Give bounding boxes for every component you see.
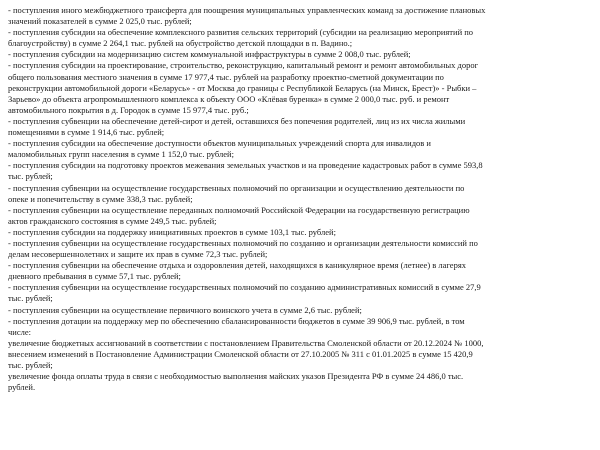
- document-line: тыс. рублей;: [8, 360, 53, 370]
- document-line: - поступления субвенции на осуществление переданных полномочий Российской Федерации на государственную регистрацию: [8, 204, 470, 215]
- document-line: рублей.: [8, 382, 36, 393]
- document-line: - поступления субсидии на проектирование, строительство, реконструкцию, капитальный ремонт и ремонт автомобильных дорог: [8, 60, 479, 71]
- document-line: - поступления дотации на поддержку мер по обеспечению сбалансированности бюджетов в сумме 39 906,9 тыс. рублей, в том: [8, 315, 465, 326]
- document-line: тыс. рублей;: [8, 171, 53, 182]
- document-line: - поступления субсидии на поддержку инициативных проектов в сумме 103,1 тыс. рублей;: [8, 226, 336, 237]
- document-body: [8, 5, 594, 393]
- document-line: - поступления субвенции на осуществление первичного воинского учета в сумме 2,6 тыс. рублей;: [8, 304, 362, 315]
- document-line: - поступления субвенции на обеспечение детей-сирот и детей, оставшихся без попечения родителей, лиц из их числа жилыми: [8, 115, 466, 126]
- document-line: - поступления субсидии на подготовку проектов межевания земельных участков и на проведение кадастровых работ в сумме 593,8: [8, 160, 483, 171]
- document-line: - поступления субсидии на модернизацию систем коммунальной инфраструктуры в сумме 2 008,0 тыс. рублей;: [8, 49, 411, 60]
- document-line: помещениями в сумме 1 914,6 тыс. рублей;: [8, 127, 165, 138]
- document-line: автомобильного покрытия в д. Городок в сумме 15 977,4 тыс. руб.;: [8, 104, 249, 115]
- document-line: увеличение бюджетных ассигнований в соответствии с постановлением Правительства Смоленской области от 20.12.2024 № 1000,: [8, 337, 484, 348]
- document-line: внесением изменений в Постановление Администрации Смоленской области от 27.10.2005 № 311 с 01.01.2025 в сумме 15 420,9: [8, 348, 473, 359]
- document-line: - поступления субвенции на осуществление государственных полномочий по созданию административных комиссий в сумме 27,9: [8, 282, 481, 293]
- document-line: - поступления иного межбюджетного трансферта для поощрения муниципальных управленческих команд за достижение плановых: [8, 5, 486, 15]
- document-line: - поступления субвенции на осуществление государственных полномочий по организации и осуществлению деятельности по: [8, 182, 465, 193]
- document-line: общего пользования местного значения в сумме 17 977,4 тыс. рублей на разработку проектно-сметной документации по: [8, 71, 444, 82]
- document-line: - поступления субсидии на обеспечение доступности объектов муниципальных учреждений спорта для инвалидов и: [8, 138, 431, 149]
- document-line: тыс. рублей;: [8, 293, 53, 304]
- document-line: - поступления субвенции на обеспечение отдыха и оздоровления детей, находящихся в каникулярное время (летнее) в лагерях: [8, 260, 466, 271]
- document-line: Зарьево» до объекта агропромышленного комплекса к объекту ООО «Клёвая буренка» в сумме 2 000,0 тыс. руб. и ремонт: [8, 93, 450, 104]
- document-line: увеличение фонда оплаты труда в связи с необходимостью выполнения майских указов Президента РФ в сумме 24 486,0 тыс.: [8, 371, 464, 382]
- document-line: числе:: [8, 326, 31, 337]
- document-line: маломобильных групп населения в сумме 1 152,0 тыс. рублей;: [8, 149, 234, 160]
- document-line: значений показателей в сумме 2 025,0 тыс. рублей;: [8, 16, 192, 27]
- document-line: - поступления субвенции на осуществление государственных полномочий по созданию и организации деятельности комиссий по: [8, 237, 478, 248]
- document-line: делам несовершеннолетних и защите их прав в сумме 72,3 тыс. рублей;: [8, 249, 268, 260]
- document-line: - поступления субсидии на обеспечение комплексного развития сельских территорий (субсидии на реализацию мероприятий по: [8, 27, 474, 38]
- document-line: благоустройству) в сумме 2 264,1 тыс. рублей на обустройство детской площадки в п. Вадино.;: [8, 38, 353, 49]
- document-line: опеке и попечительству в сумме 338,3 тыс. рублей;: [8, 193, 193, 204]
- document-line: реконструкции автомобильной дороги «Беларусь» - от Москва до границы с Республикой Беларусь (на Минск, Брест)» - Рыбки –: [8, 82, 477, 93]
- document-line: актов гражданского состояния в сумме 249,5 тыс. рублей;: [8, 215, 217, 226]
- document-line: дневного пребывания в сумме 57,1 тыс. рублей;: [8, 271, 181, 282]
